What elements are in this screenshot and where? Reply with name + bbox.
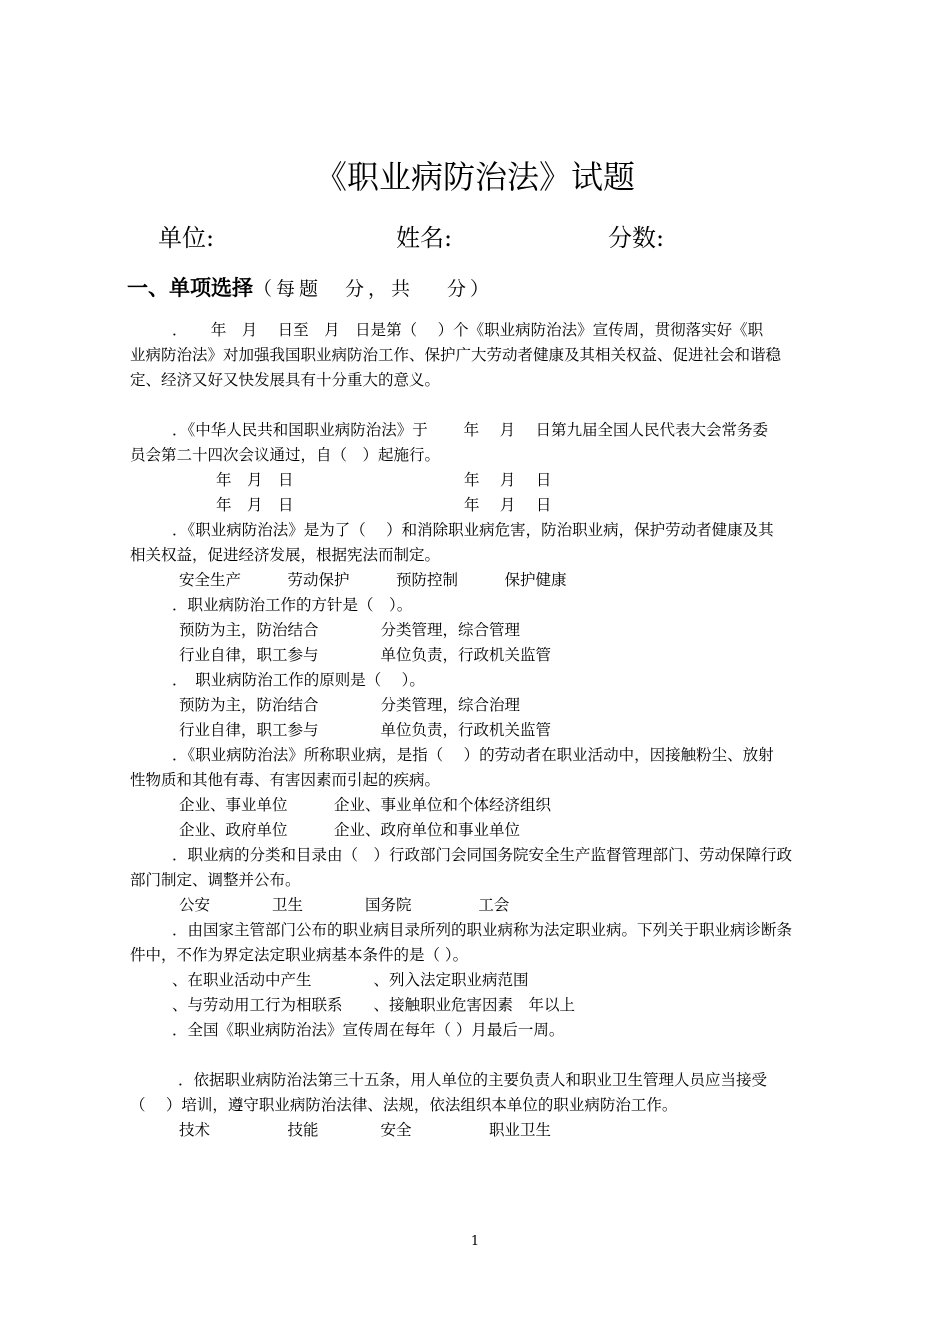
question-line: 员会第二十四次会议通过，自（ ）起施行。 xyxy=(130,446,441,464)
option-text: 公安 卫生 国务院 工会 xyxy=(179,896,510,914)
option-text: 预防为主，防治结合 分类管理，综合治理 xyxy=(179,696,521,714)
unit-label: 单位: xyxy=(158,224,215,252)
question-line: （ ）培训，遵守职业病防治法律、法规，依法组织本单位的职业病防治工作。 xyxy=(130,1096,678,1114)
page-number: 1 xyxy=(470,1234,480,1249)
question-line: ． 职业病防治工作的原则是（ ）。 xyxy=(172,671,425,689)
question-line: 性物质和其他有毒、有害因素而引起的疾病。 xyxy=(130,771,441,789)
option-text: 、与劳动用工行为相联系 、接触职业危害因素 年以上 xyxy=(172,996,576,1014)
option-text: 安全生产 劳动保护 预防控制 保护健康 xyxy=(179,571,567,589)
question-line: 件中，不作为界定法定职业病基本条件的是（ ）。 xyxy=(130,946,469,964)
question-line: ．《职业病防治法》所称职业病，是指（ ）的劳动者在职业活动中，因接触粉尘、放射 xyxy=(172,746,774,764)
option-text: 年 月 日 xyxy=(464,496,552,514)
question-line: ．由国家主管部门公布的职业病目录所列的职业病称为法定职业病。下列关于职业病诊断条 xyxy=(172,921,793,939)
question-line: ．职业病防治工作的方针是（ ）。 xyxy=(172,596,413,614)
question-line: ．依据职业病防治法第三十五条，用人单位的主要负责人和职业卫生管理人员应当接受 xyxy=(178,1071,768,1089)
question-line: 定、经济又好又快发展具有十分重大的意义。 xyxy=(130,371,441,389)
document-title: 《职业病防治法》试题 xyxy=(314,158,635,196)
question-line: 部门制定、调整并公布。 xyxy=(130,871,301,889)
question-line: 相关权益，促进经济发展，根据宪法而制定。 xyxy=(130,546,441,564)
question-line: ．《中华人民共和国职业病防治法》于 年 月 日第九届全国人民代表大会常务委 xyxy=(172,421,769,439)
name-label: 姓名: xyxy=(396,224,453,252)
section-heading xyxy=(127,272,493,302)
option-text: 企业、事业单位 企业、事业单位和个体经济组织 xyxy=(179,796,552,814)
option-text: 年 月 日 xyxy=(464,471,552,489)
option-text: 企业、政府单位 企业、政府单位和事业单位 xyxy=(179,821,521,839)
question-line: ．职业病的分类和目录由（ ）行政部门会同国务院安全生产监督管理部门、劳动保障行政 xyxy=(172,846,793,864)
option-text: 年 月 日 xyxy=(216,471,294,489)
section-title: 一、单项选择 xyxy=(127,276,253,300)
header-fields xyxy=(0,218,950,258)
option-text: 行业自律，职工参与 单位负责，行政机关监管 xyxy=(179,721,552,739)
option-text: 年 月 日 xyxy=(216,496,294,514)
score-label: 分数: xyxy=(608,224,665,252)
option-text: 、在职业活动中产生 、列入法定职业病范围 xyxy=(172,971,529,989)
question-line: ． 年 月 日至 月 日是第（ ）个《职业病防治法》宣传周，贯彻落实好《职 xyxy=(172,321,764,339)
option-text: 技术 技能 安全 职业卫生 xyxy=(179,1121,552,1139)
option-text: 行业自律，职工参与 单位负责，行政机关监管 xyxy=(179,646,552,664)
option-text: 预防为主，防治结合 分类管理，综合管理 xyxy=(179,621,521,639)
question-line: ．全国《职业病防治法》宣传周在每年（ ）月最后一周。 xyxy=(172,1021,565,1039)
section-note: （每题 分，共 分） xyxy=(253,278,494,300)
question-line: ．《职业病防治法》是为了（ ）和消除职业病危害，防治职业病，保护劳动者健康及其 xyxy=(172,521,774,539)
question-line: 业病防治法》对加强我国职业病防治工作、保护广大劳动者健康及其相关权益、促进社会和谐稳 xyxy=(130,346,782,364)
